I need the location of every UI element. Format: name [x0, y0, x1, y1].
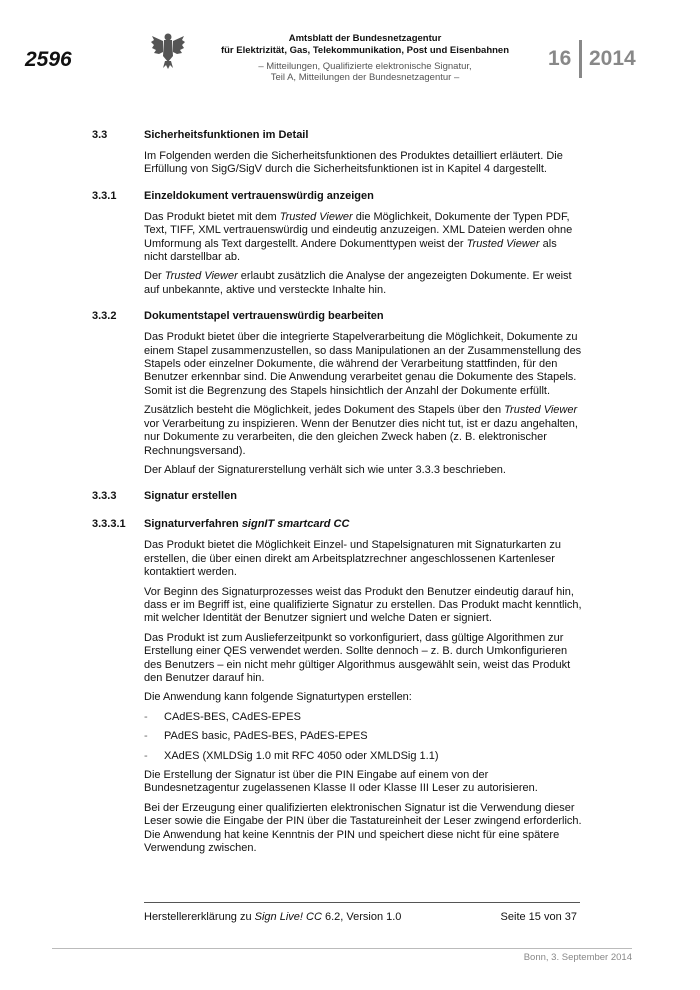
page-bottom-divider — [52, 948, 632, 949]
section-heading-3-3-1 — [92, 189, 582, 203]
emphasis: Trusted Viewer — [466, 237, 540, 250]
publication-date: Bonn, 3. September 2014 — [523, 952, 632, 963]
journal-subtitle-line1: – Mitteilungen, Qualifizierte elektronische Signatur, — [258, 61, 472, 72]
list-item-text: XAdES (XMLDSig 1.0 mit RFC 4050 oder XMLDSig 1.1) — [164, 749, 439, 762]
section-title: Dokumentstapel vertrauenswürdig bearbeiten — [144, 310, 384, 323]
section-title: Signatur erstellen — [144, 490, 237, 503]
section-number: 3.3.2 — [92, 310, 117, 323]
section-number: 3.3.3.1 — [92, 518, 126, 531]
section-heading-3-3-3-1 — [92, 517, 582, 531]
journal-title-line1: Amtsblatt der Bundesnetzagentur — [288, 33, 442, 44]
section-heading-3-3 — [92, 128, 582, 142]
federal-eagle-icon — [150, 30, 186, 70]
section-title: Signaturverfahren signIT smartcard CC — [144, 518, 350, 531]
paragraph: Der Ablauf der Signaturerstellung verhält sich wie unter 3.3.3 beschrieben. — [144, 463, 506, 476]
issue-number: 16 — [548, 47, 572, 70]
list-item-text: CAdES-BES, CAdES-EPES — [164, 710, 301, 723]
journal-title — [205, 33, 525, 57]
paragraph: Das Produkt bietet die Möglichkeit Einzel- und Stapelsignaturen mit Signaturkarten zu erstellen, die über einen direkt am Arbeitsplatzrechner angeschlossenen Kartenleser kontaktiert werden. — [144, 539, 562, 579]
emphasis: Trusted Viewer — [164, 270, 238, 283]
list-dash: - — [144, 749, 148, 762]
footer-page-info: Seite 15 von 37 — [500, 911, 577, 923]
section-number: 3.3 — [92, 129, 108, 141]
list-item — [144, 711, 582, 724]
emphasis: signIT smartcard CC — [241, 518, 350, 531]
paragraph: Vor Beginn des Signaturprozesses weist das Produkt den Benutzer eindeutig darauf hin, dass er im Begriff ist, eine qualifizierte Signatur zu erstellen. Das Produkt macht kenntlich, mit welcher Identität der Benutzer signiert und welche Daten er signiert. — [144, 585, 582, 625]
issue-year: 2014 — [589, 47, 636, 70]
document-body — [92, 128, 582, 861]
list-item — [144, 730, 582, 743]
paragraph: Das Produkt bietet mit dem Trusted Viewer die Möglichkeit, Dokumente der Typen PDF, Text, TIFF, XML vertrauenswürdig und eindeutig anzuzeigen. XML Dateien werden ohne Umformung als Text dargestellt. Andere Dokumenttypen weist der Trusted Viewer als nicht darstellbar ab. — [144, 210, 573, 264]
footer-document-title: Herstellererklärung zu Sign Live! CC 6.2, Version 1.0 — [144, 911, 402, 923]
emphasis: Trusted Viewer — [504, 404, 578, 417]
paragraph: Im Folgenden werden die Sicherheitsfunktionen des Produktes detailliert erläutert. Die Erfüllung von SigG/SigV durch die Sicherheitsfunktionen ist in Kapitel 4 dargestellt. — [144, 150, 563, 176]
section-title: Sicherheitsfunktionen im Detail — [144, 129, 309, 141]
list-dash: - — [144, 710, 148, 723]
paragraph: Das Produkt bietet über die integrierte Stapelverarbeitung die Möglichkeit, Dokumente zu einem Stapel zusammenzustellen, so dass Manipulationen an der Zusammenstellung des Stapels oder einzelner Dokumente, die während der Verarbeitung stattfinden, für den Benutzer erkennbar sind. Die Anwendung verarbeitet genau die Dokumente des Stapels. Somit ist die Begrenzung des Stapels hinsichtlich der Anzahl der Dokumente erfüllt. — [144, 331, 582, 397]
footer-divider — [144, 902, 580, 903]
issue-divider — [579, 40, 582, 78]
journal-title-line2: für Elektrizität, Gas, Telekommunikation, Post und Eisenbahnen — [220, 45, 510, 56]
list-dash: - — [144, 730, 148, 743]
emphasis: Trusted Viewer — [279, 210, 353, 223]
journal-subtitle-line2: Teil A, Mitteilungen der Bundesnetzagentur – — [270, 72, 460, 83]
page-number: 2596 — [25, 48, 72, 71]
section-heading-3-3-3 — [92, 489, 582, 503]
list-item-text: PAdES basic, PAdES-BES, PAdES-EPES — [164, 730, 368, 743]
emphasis: Sign Live! CC — [254, 911, 322, 923]
paragraph: Bei der Erzeugung einer qualifizierten elektronischen Signatur ist die Verwendung dieser Leser sowie die Eingabe der PIN über die Tastatureinheit der Leser zwingend erforderlich. Die Anwendung hat keine Kenntnis der PIN und speichert diese nicht für eine spätere Verwendung zwischen. — [144, 801, 582, 855]
paragraph: Die Erstellung der Signatur ist über die PIN Eingabe auf einem von der Bundesnetzagentur zugelassenen Klasse II oder Klasse III Leser zu autorisieren. — [144, 769, 538, 795]
paragraph: Das Produkt ist zum Auslieferzeitpunkt so vorkonfiguriert, dass gültige Algorithmen zur Erstellung einer QES verwendet werden. Sollte dennoch – z. B. durch Umkonfigurieren des Benutzers – ein nicht mehr gültiger Algorithmus ausgewählt sein, weist das Produkt den Benutzer darauf hin. — [144, 631, 571, 684]
section-title: Einzeldokument vertrauenswürdig anzeigen — [144, 189, 374, 202]
journal-subtitle — [205, 61, 525, 83]
paragraph: Zusätzlich besteht die Möglichkeit, jedes Dokument des Stapels über den Trusted Viewer vor Verarbeitung zu inspizieren. Wenn der Benutzer dies nicht tut, ist er dazu angehalten, nur Dokumente zu verarbeiten, die den gleichen Zweck haben (z. B. elektronischer Rechnungsversand). — [144, 404, 578, 457]
section-number: 3.3.3 — [92, 490, 117, 503]
list-item — [144, 750, 582, 763]
paragraph: Der Trusted Viewer erlaubt zusätzlich die Analyse der angezeigten Dokumente. Er weist auf unbekannte, aktive und versteckte Inhalte hin. — [144, 270, 572, 296]
section-number: 3.3.1 — [92, 189, 117, 202]
paragraph: Die Anwendung kann folgende Signaturtypen erstellen: — [144, 691, 412, 704]
section-heading-3-3-2 — [92, 309, 582, 323]
